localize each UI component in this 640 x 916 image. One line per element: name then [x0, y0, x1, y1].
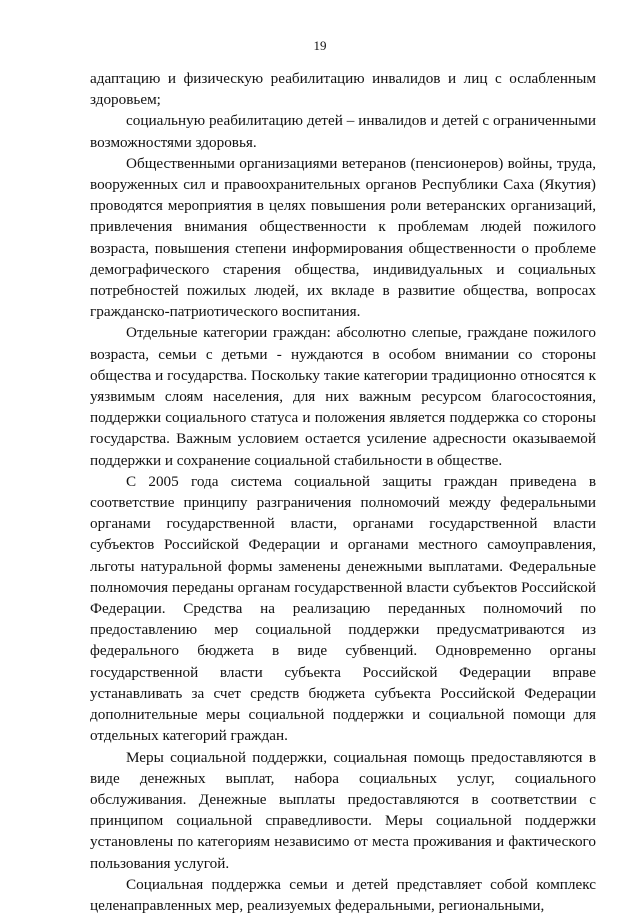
paragraph-veteran-organizations: Общественными организациями ветеранов (пенсионеров) войны, труда, вооруженных сил и правоохранительных органов Республики Саха (Якутия) проводятся мероприятия в целях повышения роли ветеранских организаций, привлечения внимания общественности к проблемам людей пожилого возраста, повышения степени информирования общественности о проблеме демографического старения общества, индивидуальных и социальных потребностей пожилых людей, их вкладе в развитие общества, вопросах гражданско-патриотического воспитания. [90, 154, 596, 321]
paragraph-rehabilitation-disabled: адаптацию и физическую реабилитацию инвалидов и лиц с ослабленным здоровьем; [90, 70, 596, 109]
paragraph-family-support: Социальная поддержка семьи и детей представляет собой комплекс целенаправленных мер, реализуемых федеральными, региональными, [90, 875, 596, 914]
paragraph-social-protection-2005: С 2005 года система социальной защиты граждан приведена в соответствие принципу разграничения полномочий между федеральными органами государственной власти, органами государственной власти субъектов Российской Федерации и органами местного самоуправления, льготы натуральной формы заменены денежными выплатами. Федеральные полномочия переданы органам государственной власти субъектов Российской Федерации. Средства на реализацию переданных полномочий по предоставлению мер социальной поддержки предусматриваются из федерального бюджета в виде субвенций. Одновременно органы государственной власти субъекта Российской Федерации вправе устанавливать за счет средств бюджета субъекта Российской Федерации дополнительные меры социальной поддержки и социальной помощи для отдельных категорий граждан. [90, 472, 596, 745]
paragraph-rehabilitation-children: социальную реабилитацию детей – инвалидов и детей с ограниченными возможностями здоровья. [90, 112, 596, 151]
paragraph-citizen-categories: Отдельные категории граждан: абсолютно слепые, граждане пожилого возраста, семьи с детьми - нуждаются в особом внимании со стороны общества и государства. Поскольку такие категории традиционно относятся к уязвимым слоям населения, для них важным ресурсом благосостояния, поддержки социального статуса и положения является поддержка со стороны государства. Важным условием остается усиление адресности оказываемой поддержки и сохранение социальной стабильности в обществе. [90, 324, 596, 469]
page-number: 19 [313, 38, 327, 53]
paragraph-support-measures: Меры социальной поддержки, социальная помощь предоставляются в виде денежных выплат, набора социальных услуг, социального обслуживания. Денежные выплаты предоставляются в соответствии с принципом социальной справедливости. Меры социальной поддержки установлены по категориям независимо от места проживания и фактического пользования услугой. [90, 748, 596, 872]
page-body [90, 68, 596, 916]
